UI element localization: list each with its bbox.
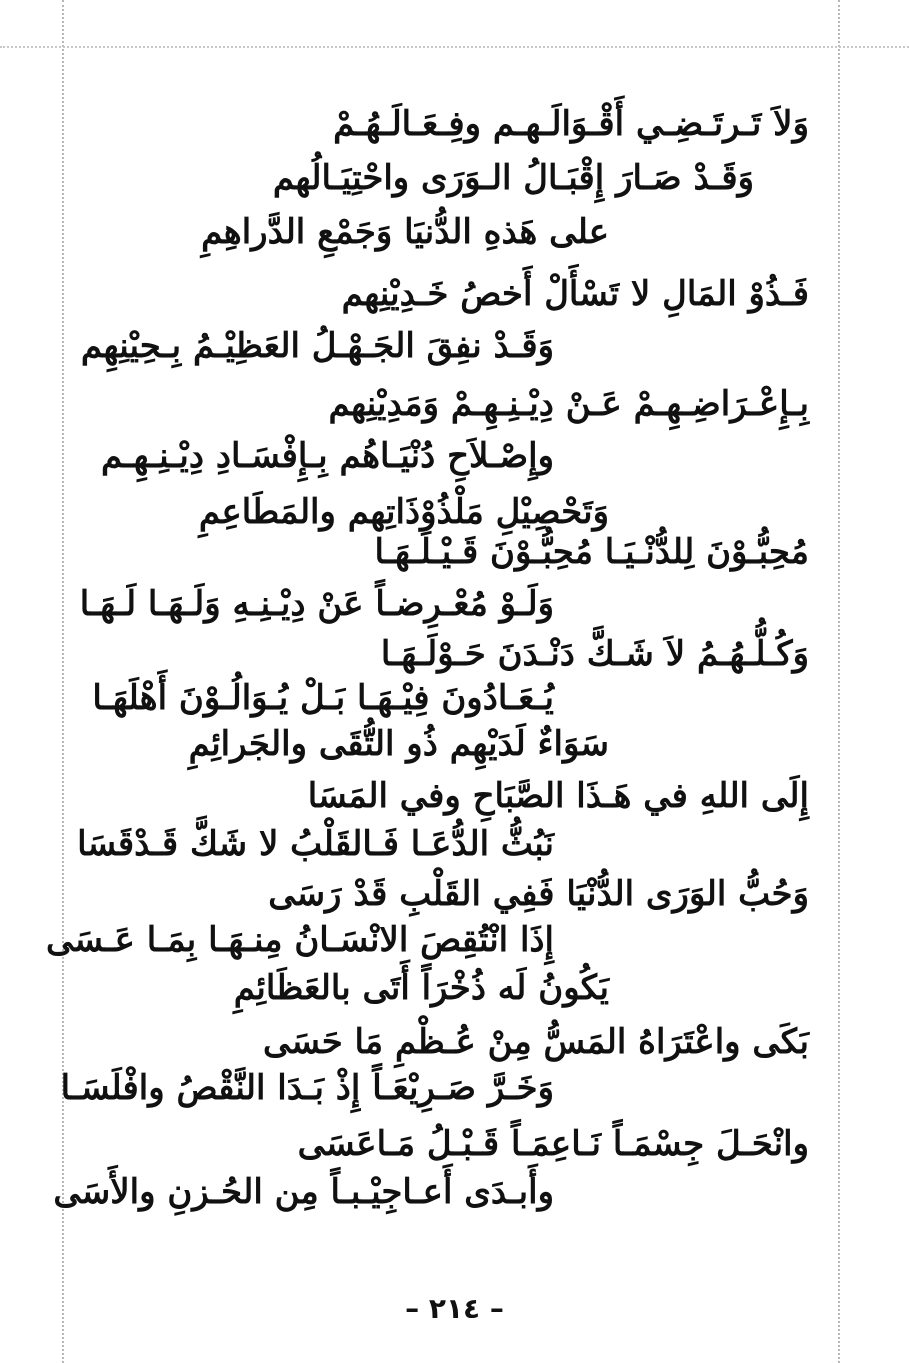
verse-line-12: يُـعَـادُونَ فِيْـهَـا بَـلْ يُـوَالُـوْنَ أَهْلَهَـا xyxy=(92,678,554,718)
verse-line-11: وَكُـلُّـهُـمُ لاَ شَـكَّ دَنْـدَنَ حَـوْلَـهَـا xyxy=(380,634,809,674)
verse-line-2: وَقَـدْ صَـارَ إِقْبَـالُ الـوَرَى واحْتِيَـالُهم xyxy=(272,158,754,198)
verse-line-20: وَخَـرَّ صَـرِيْعَـاً إِذْ بَـدَا النَّقْصُ وافْلَسَـا xyxy=(60,1068,554,1108)
scan-dotted-margin-top xyxy=(0,46,909,48)
scan-dotted-margin-left xyxy=(62,0,64,1363)
verse-line-10: وَلَـوْ مُعْـرِضـاً عَنْ دِيْـنِـهِ وَلَـهَـا لَـهَـا xyxy=(79,584,554,624)
verse-line-17: إِذَا انْتُقِصَ الانْسَـانُ مِنـهَـا بِمَـا عَـسَى xyxy=(46,920,554,960)
verse-line-16: وَحُبُّ الوَرَى الدُّنْيَا فَفِي القَلْبِ قَدْ رَسَى xyxy=(268,874,809,914)
verse-line-1: وَلاَ تَـرتَـضِـي أَقْـوَالَـهـم وفِـعَـالَـهُـمْ xyxy=(333,104,809,144)
scan-dotted-margin-right xyxy=(838,0,840,1363)
page-number: – ٢١٤ – xyxy=(405,1292,504,1325)
verse-line-21: وانْحَـلَ جِسْمَـاً نَـاعِمَـاً قَـبْـلُ مَـاعَسَى xyxy=(297,1124,809,1164)
verse-line-9: مُحِبُّـوْنَ لِلدُّنْـيَـا مُحِبُّـوْنَ قَـيْـلَـهَـا xyxy=(374,532,809,572)
verse-line-18: يَكُونُ لَه ذُخْرَاً أَتَى بالعَظَائِمِ xyxy=(233,968,609,1008)
verse-line-7: وإِصْـلاَحِ دُنْيَـاهُم بِـإِفْسَـادِ دِيْـنِـهِـم xyxy=(100,436,554,476)
verse-line-19: بَكَى واعْتَرَاهُ المَسُّ مِنْ عُـظْمِ مَا حَسَى xyxy=(263,1022,809,1062)
verse-line-8: وَتَحْصِيْلِ مَلْذُوْذَاتِهم والمَطَاعِمِ xyxy=(198,492,609,532)
verse-line-3: على هَذهِ الدُّنيَا وَجَمْعِ الدَّراهِمِ xyxy=(201,212,609,252)
verse-line-4: فَـذُوْ المَالِ لا تَسْأَلْ أَخصُ خَـدِيْنِهم xyxy=(341,274,809,314)
verse-line-14: إِلَى اللهِ في هَـذَا الصَّبَاحِ وفي المَسَا xyxy=(307,776,809,816)
verse-line-22: وأَبـدَى أَعـاجِيْـبـاً مِن الحُـزنِ والأَسَى xyxy=(53,1172,554,1212)
verse-line-15: نَبُثُّ الدُّعَـا فَـالقَلْبُ لا شَكَّ قَـدْقَسَا xyxy=(77,824,554,864)
verse-line-13: سَوَاءٌ لَدَيْهِم ذُو التُّقَى والجَرائِمِ xyxy=(188,724,609,764)
verse-line-6: بِـإِعْـرَاضِـهِـمْ عَـنْ دِيْـنِـهِـمْ وَمَدِيْنِهم xyxy=(328,384,809,424)
verse-line-5: وَقَـدْ نفِقَ الجَـهْـلُ العَظِيْـمُ بِـحِيْنِهِم xyxy=(80,326,554,366)
